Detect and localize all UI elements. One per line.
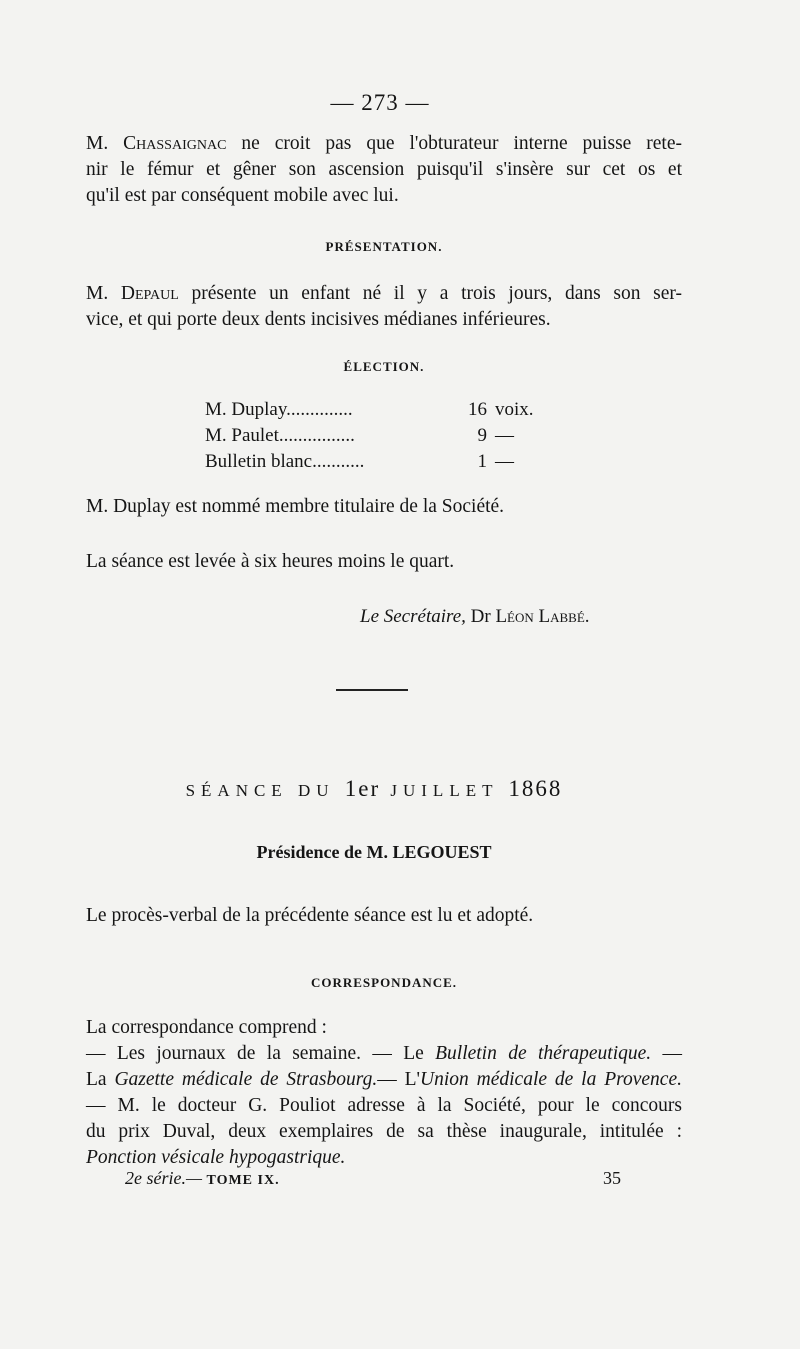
footer-serie: 2e série.— bbox=[125, 1168, 202, 1188]
paragraph-seance-closed: La séance est levée à six heures moins le quart. bbox=[86, 551, 455, 572]
paragraph-depaul bbox=[86, 281, 682, 333]
paragraph-chassaignac bbox=[86, 131, 682, 209]
page-footer bbox=[125, 1168, 621, 1189]
seance-month: JUILLET bbox=[390, 781, 499, 800]
paragraph-duplay-named: M. Duplay est nommé membre titulaire de la Société. bbox=[86, 496, 505, 517]
seance-title bbox=[0, 776, 748, 802]
section-heading-correspondance: CORRESPONDANCE. bbox=[310, 975, 458, 990]
signature-role: Le Secrétaire, bbox=[360, 606, 466, 627]
text-line: nir le fémur et gêner son ascension puisqu'il s'insère sur cet os et bbox=[86, 159, 682, 180]
text-line: La correspondance comprend : bbox=[86, 1017, 327, 1038]
candidate-name: M. Paulet................ bbox=[205, 425, 355, 446]
signature-name: Léon Labbé. bbox=[495, 606, 590, 627]
vote-row bbox=[205, 423, 535, 449]
vote-row bbox=[205, 449, 535, 475]
signature-title: Dr bbox=[470, 606, 491, 627]
candidate-name: M. Duplay.............. bbox=[205, 399, 353, 420]
paragraph-correspondance bbox=[86, 1015, 682, 1171]
speaker-name: M. Chassaignac bbox=[86, 133, 227, 154]
vote-unit: — bbox=[495, 451, 514, 472]
section-heading-election: ÉLECTION. bbox=[343, 359, 425, 374]
speaker-name: M. Depaul bbox=[86, 283, 179, 304]
text-line: ne croit pas que l'obturateur interne puisse rete- bbox=[226, 133, 682, 154]
candidate-name: Bulletin blanc........... bbox=[205, 451, 365, 472]
footer-sheet-number: 35 bbox=[603, 1168, 621, 1188]
page-number: — 273 — bbox=[330, 90, 430, 115]
section-heading-presentation: PRÉSENTATION. bbox=[325, 239, 443, 254]
text-line: — Les journaux de la semaine. — Le Bulletin de thérapeutique. — bbox=[86, 1043, 683, 1064]
election-results bbox=[205, 397, 535, 475]
seance-day: 1er bbox=[344, 776, 381, 801]
vote-count: 16 bbox=[468, 399, 487, 420]
text-line: — M. le docteur G. Pouliot adresse à la Société, pour le concours bbox=[86, 1095, 682, 1116]
text-line: présente un enfant né il y a trois jours, dans son ser- bbox=[178, 283, 682, 304]
paragraph-proces-verbal: Le procès-verbal de la précédente séance est lu et adopté. bbox=[86, 905, 534, 926]
text-line: vice, et qui porte deux dents incisives médianes inférieures. bbox=[86, 309, 551, 330]
presidence-heading: Présidence de M. LEGOUEST bbox=[256, 842, 492, 862]
publication-title: Union médicale de la Provence. bbox=[420, 1069, 682, 1090]
publication-title: Bulletin de thérapeutique. bbox=[435, 1043, 652, 1064]
vote-count: 9 bbox=[477, 425, 487, 446]
text-line: La Gazette médicale de Strasbourg.— L'Union médicale de la Provence. bbox=[86, 1069, 682, 1090]
vote-unit: — bbox=[495, 425, 514, 446]
seance-year: 1868 bbox=[508, 776, 563, 801]
vote-row bbox=[205, 397, 535, 423]
publication-title: Gazette médicale de Strasbourg. bbox=[114, 1069, 378, 1090]
footer-tome: TOME IX. bbox=[206, 1173, 280, 1188]
section-divider bbox=[336, 689, 408, 691]
vote-count: 1 bbox=[477, 451, 487, 472]
vote-unit: voix. bbox=[495, 399, 534, 420]
secretary-signature bbox=[360, 606, 590, 628]
seance-prefix: SÉANCE DU bbox=[185, 781, 335, 800]
text-line: du prix Duval, deux exemplaires de sa thèse inaugurale, intitulée : bbox=[86, 1121, 682, 1142]
thesis-title: Ponction vésicale hypogastrique. bbox=[86, 1147, 346, 1168]
text-line: qu'il est par conséquent mobile avec lui. bbox=[86, 185, 399, 206]
